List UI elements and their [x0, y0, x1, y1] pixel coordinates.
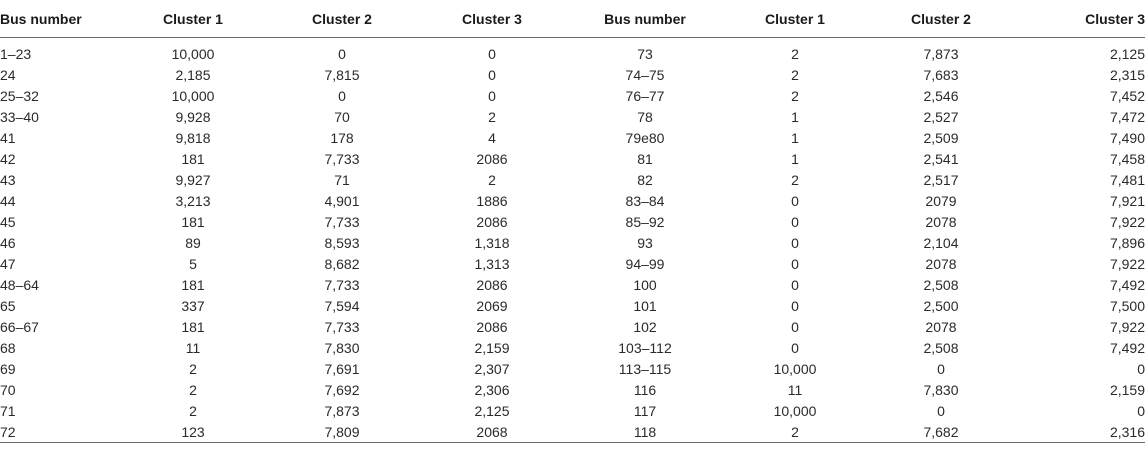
cell-cluster-2-b: 2,508: [923, 276, 959, 293]
column-header-bus-number-2: Bus number: [604, 10, 686, 27]
table-row: [0, 169, 1145, 190]
cell-bus-number: 70: [0, 381, 16, 398]
cell-cluster-2: 71: [334, 171, 350, 188]
cell-cluster-2: 7,733: [324, 150, 360, 167]
cell-bus-number: 46: [0, 234, 16, 251]
cell-bus-number: 44: [0, 192, 16, 209]
cell-bus-number-2: 79e80: [625, 129, 665, 146]
cell-cluster-2-b: 2,508: [923, 339, 959, 356]
cell-cluster-3-b: 7,490: [1109, 129, 1145, 146]
cell-bus-number-2: 83–84: [625, 192, 665, 209]
cell-cluster-3: 1,313: [474, 255, 510, 272]
cell-cluster-1: 337: [181, 297, 205, 314]
cell-cluster-3: 2: [488, 171, 496, 188]
table-row: [0, 421, 1145, 443]
cell-cluster-3-b: 7,922: [1109, 255, 1145, 272]
cell-bus-number-2: 102: [633, 318, 657, 335]
cell-cluster-1: 181: [181, 150, 205, 167]
cell-cluster-3-b: 0: [1137, 360, 1145, 377]
cell-bus-number: 47: [0, 255, 16, 272]
cell-bus-number-2: 117: [633, 402, 657, 419]
table-row: [0, 148, 1145, 169]
cell-cluster-3-b: 7,922: [1109, 318, 1145, 335]
cell-cluster-1: 11: [185, 339, 201, 356]
table-row: [0, 316, 1145, 337]
cell-cluster-2-b: 7,830: [923, 381, 959, 398]
cell-cluster-1: 2: [189, 381, 197, 398]
cell-cluster-3: 2086: [476, 150, 508, 167]
table-row: [0, 38, 1145, 65]
cell-cluster-2: 7,692: [324, 381, 360, 398]
cell-cluster-3: 2086: [476, 276, 508, 293]
cell-cluster-1-b: 1: [791, 150, 799, 167]
table-row: [0, 400, 1145, 421]
cell-cluster-1: 2,185: [175, 66, 211, 83]
cell-cluster-2-b: 2079: [925, 192, 957, 209]
cell-cluster-3: 0: [488, 46, 496, 62]
cell-cluster-3: 2,306: [474, 381, 510, 398]
cell-cluster-3: 2,307: [474, 360, 510, 377]
cell-bus-number: 45: [0, 213, 16, 230]
table-row: [0, 337, 1145, 358]
cell-bus-number-2: 94–99: [625, 255, 665, 272]
cell-cluster-2: 7,815: [324, 66, 360, 83]
column-header-cluster-3: Cluster 3: [462, 10, 522, 27]
cell-cluster-2: 4,901: [324, 192, 360, 209]
cell-cluster-3-b: 0: [1137, 402, 1145, 419]
cell-cluster-3-b: 7,922: [1109, 213, 1145, 230]
cell-cluster-3-b: 7,481: [1109, 171, 1145, 188]
cell-cluster-2: 7,733: [324, 318, 360, 335]
cell-cluster-1-b: 0: [791, 339, 799, 356]
cell-cluster-1-b: 2: [791, 423, 799, 440]
header-row: [0, 0, 1145, 38]
column-header-cluster-2-b: Cluster 2: [911, 10, 971, 27]
cell-cluster-2: 7,733: [324, 276, 360, 293]
cell-bus-number-2: 74–75: [625, 66, 665, 83]
cell-bus-number: 69: [0, 360, 16, 377]
table-row: [0, 253, 1145, 274]
cell-cluster-3: 2069: [476, 297, 508, 314]
cell-cluster-3: 2068: [476, 423, 508, 440]
cell-bus-number-2: 73: [637, 46, 653, 62]
cell-bus-number: 43: [0, 171, 16, 188]
cell-cluster-1: 89: [185, 234, 201, 251]
cell-cluster-2: 7,691: [324, 360, 360, 377]
cell-cluster-3-b: 7,458: [1109, 150, 1145, 167]
cell-cluster-2: 70: [334, 108, 350, 125]
cell-cluster-1-b: 2: [791, 171, 799, 188]
table-body: [0, 38, 1145, 443]
table-row: [0, 190, 1145, 211]
cell-cluster-3-b: 2,315: [1109, 66, 1145, 83]
cell-cluster-2: 7,733: [324, 213, 360, 230]
cell-cluster-2: 7,809: [324, 423, 360, 440]
cell-bus-number: 1–23: [0, 46, 32, 62]
cell-cluster-3-b: 7,492: [1109, 276, 1145, 293]
cell-cluster-2-b: 0: [937, 402, 945, 419]
cell-cluster-1: 9,928: [175, 108, 211, 125]
cell-cluster-1-b: 11: [787, 381, 803, 398]
cell-bus-number: 71: [0, 402, 16, 419]
cell-bus-number-2: 101: [633, 297, 657, 314]
table-row: [0, 127, 1145, 148]
cell-bus-number-2: 82: [637, 171, 653, 188]
cell-cluster-1-b: 1: [791, 129, 799, 146]
table-row: [0, 232, 1145, 253]
cell-cluster-2-b: 7,873: [923, 46, 959, 62]
cell-bus-number-2: 113–115: [618, 360, 672, 377]
cell-cluster-2-b: 2,546: [923, 87, 959, 104]
cell-cluster-3-b: 7,492: [1109, 339, 1145, 356]
cell-cluster-3: 0: [488, 87, 496, 104]
cell-cluster-1-b: 10,000: [773, 402, 817, 419]
table-row: [0, 211, 1145, 232]
cell-bus-number: 42: [0, 150, 16, 167]
cell-bus-number: 66–67: [0, 318, 39, 335]
cell-cluster-3: 2086: [476, 213, 508, 230]
cell-bus-number-2: 81: [637, 150, 653, 167]
cell-cluster-3-b: 7,500: [1109, 297, 1145, 314]
cell-cluster-1: 3,213: [175, 192, 211, 209]
cell-cluster-1-b: 0: [791, 234, 799, 251]
column-header-bus-number: Bus number: [0, 10, 82, 27]
cell-bus-number-2: 103–112: [618, 339, 672, 356]
column-header-cluster-3-b: Cluster 3: [1085, 10, 1145, 27]
cell-cluster-1-b: 10,000: [773, 360, 817, 377]
table-row: [0, 358, 1145, 379]
cell-cluster-1: 2: [189, 402, 197, 419]
table-row: [0, 85, 1145, 106]
cell-cluster-1: 10,000: [171, 46, 215, 62]
cell-cluster-3-b: 7,452: [1109, 87, 1145, 104]
cell-cluster-3-b: 7,896: [1109, 234, 1145, 251]
cell-cluster-2: 0: [338, 46, 346, 62]
cell-cluster-1: 5: [189, 255, 197, 272]
cell-cluster-3: 2,159: [474, 339, 510, 356]
cell-bus-number-2: 76–77: [625, 87, 665, 104]
cell-cluster-2-b: 0: [937, 360, 945, 377]
cell-cluster-1: 9,818: [175, 129, 211, 146]
cell-bus-number-2: 93: [637, 234, 653, 251]
cell-cluster-2-b: 7,682: [923, 423, 959, 440]
cell-cluster-1-b: 0: [791, 276, 799, 293]
cell-cluster-2: 8,593: [324, 234, 360, 251]
cell-cluster-1-b: 2: [791, 46, 799, 62]
cell-cluster-1-b: 0: [791, 255, 799, 272]
cell-cluster-1: 181: [181, 213, 205, 230]
cell-cluster-2: 7,594: [324, 297, 360, 314]
cell-cluster-2-b: 2,500: [923, 297, 959, 314]
cell-bus-number-2: 85–92: [625, 213, 665, 230]
cell-cluster-1-b: 1: [791, 108, 799, 125]
cell-cluster-3-b: 2,125: [1109, 46, 1145, 62]
cell-cluster-2: 0: [338, 87, 346, 104]
cell-cluster-3-b: 2,159: [1109, 381, 1145, 398]
cell-cluster-1: 123: [181, 423, 205, 440]
cell-bus-number: 65: [0, 297, 16, 314]
cell-cluster-2: 178: [330, 129, 354, 146]
cell-cluster-1: 181: [181, 276, 205, 293]
cell-cluster-1-b: 0: [791, 318, 799, 335]
table-header: [0, 0, 1145, 38]
cell-cluster-3: 2: [488, 108, 496, 125]
cell-cluster-1: 10,000: [171, 87, 215, 104]
cell-cluster-2: 8,682: [324, 255, 360, 272]
column-header-cluster-2: Cluster 2: [312, 10, 372, 27]
cell-cluster-2-b: 2078: [925, 255, 957, 272]
cell-bus-number: 68: [0, 339, 16, 356]
cell-cluster-2-b: 2078: [925, 213, 957, 230]
cell-cluster-1-b: 0: [791, 192, 799, 209]
cell-cluster-2-b: 2078: [925, 318, 957, 335]
cell-bus-number-2: 78: [637, 108, 653, 125]
cell-cluster-1: 181: [181, 318, 205, 335]
cell-cluster-2: 7,830: [324, 339, 360, 356]
table-row: [0, 274, 1145, 295]
table-row: [0, 295, 1145, 316]
table-row: [0, 379, 1145, 400]
cell-cluster-1: 9,927: [175, 171, 211, 188]
cell-bus-number: 25–32: [0, 87, 39, 104]
cell-cluster-2-b: 2,527: [923, 108, 959, 125]
table-row: [0, 106, 1145, 127]
cell-bus-number-2: 118: [633, 423, 657, 440]
table-row: [0, 64, 1145, 85]
cell-bus-number: 33–40: [0, 108, 39, 125]
cell-cluster-3: 4: [488, 129, 496, 146]
cell-cluster-3: 1,318: [474, 234, 510, 251]
cell-cluster-1-b: 2: [791, 87, 799, 104]
cell-bus-number-2: 100: [633, 276, 657, 293]
cell-cluster-2-b: 2,517: [923, 171, 959, 188]
cell-cluster-3-b: 2,316: [1109, 423, 1145, 440]
cell-cluster-3: 1886: [476, 192, 508, 209]
cell-bus-number-2: 116: [633, 381, 657, 398]
cell-cluster-3: 2,125: [474, 402, 510, 419]
cell-cluster-3-b: 7,921: [1109, 192, 1145, 209]
cell-cluster-1: 2: [189, 360, 197, 377]
column-header-cluster-1: Cluster 1: [163, 10, 223, 27]
column-header-cluster-1-b: Cluster 1: [765, 10, 825, 27]
cell-cluster-3-b: 7,472: [1109, 108, 1145, 125]
cell-cluster-1-b: 2: [791, 66, 799, 83]
cell-cluster-1-b: 0: [791, 213, 799, 230]
cell-bus-number: 48–64: [0, 276, 39, 293]
cell-bus-number: 72: [0, 423, 16, 440]
cell-cluster-1-b: 0: [791, 297, 799, 314]
cell-cluster-3: 0: [488, 66, 496, 83]
cell-cluster-2-b: 2,509: [923, 129, 959, 146]
cell-bus-number: 41: [0, 129, 16, 146]
cell-cluster-2-b: 2,541: [923, 150, 959, 167]
cell-bus-number: 24: [0, 66, 16, 83]
cell-cluster-2-b: 7,683: [923, 66, 959, 83]
cell-cluster-2: 7,873: [324, 402, 360, 419]
cell-cluster-3: 2086: [476, 318, 508, 335]
cell-cluster-2-b: 2,104: [923, 234, 959, 251]
